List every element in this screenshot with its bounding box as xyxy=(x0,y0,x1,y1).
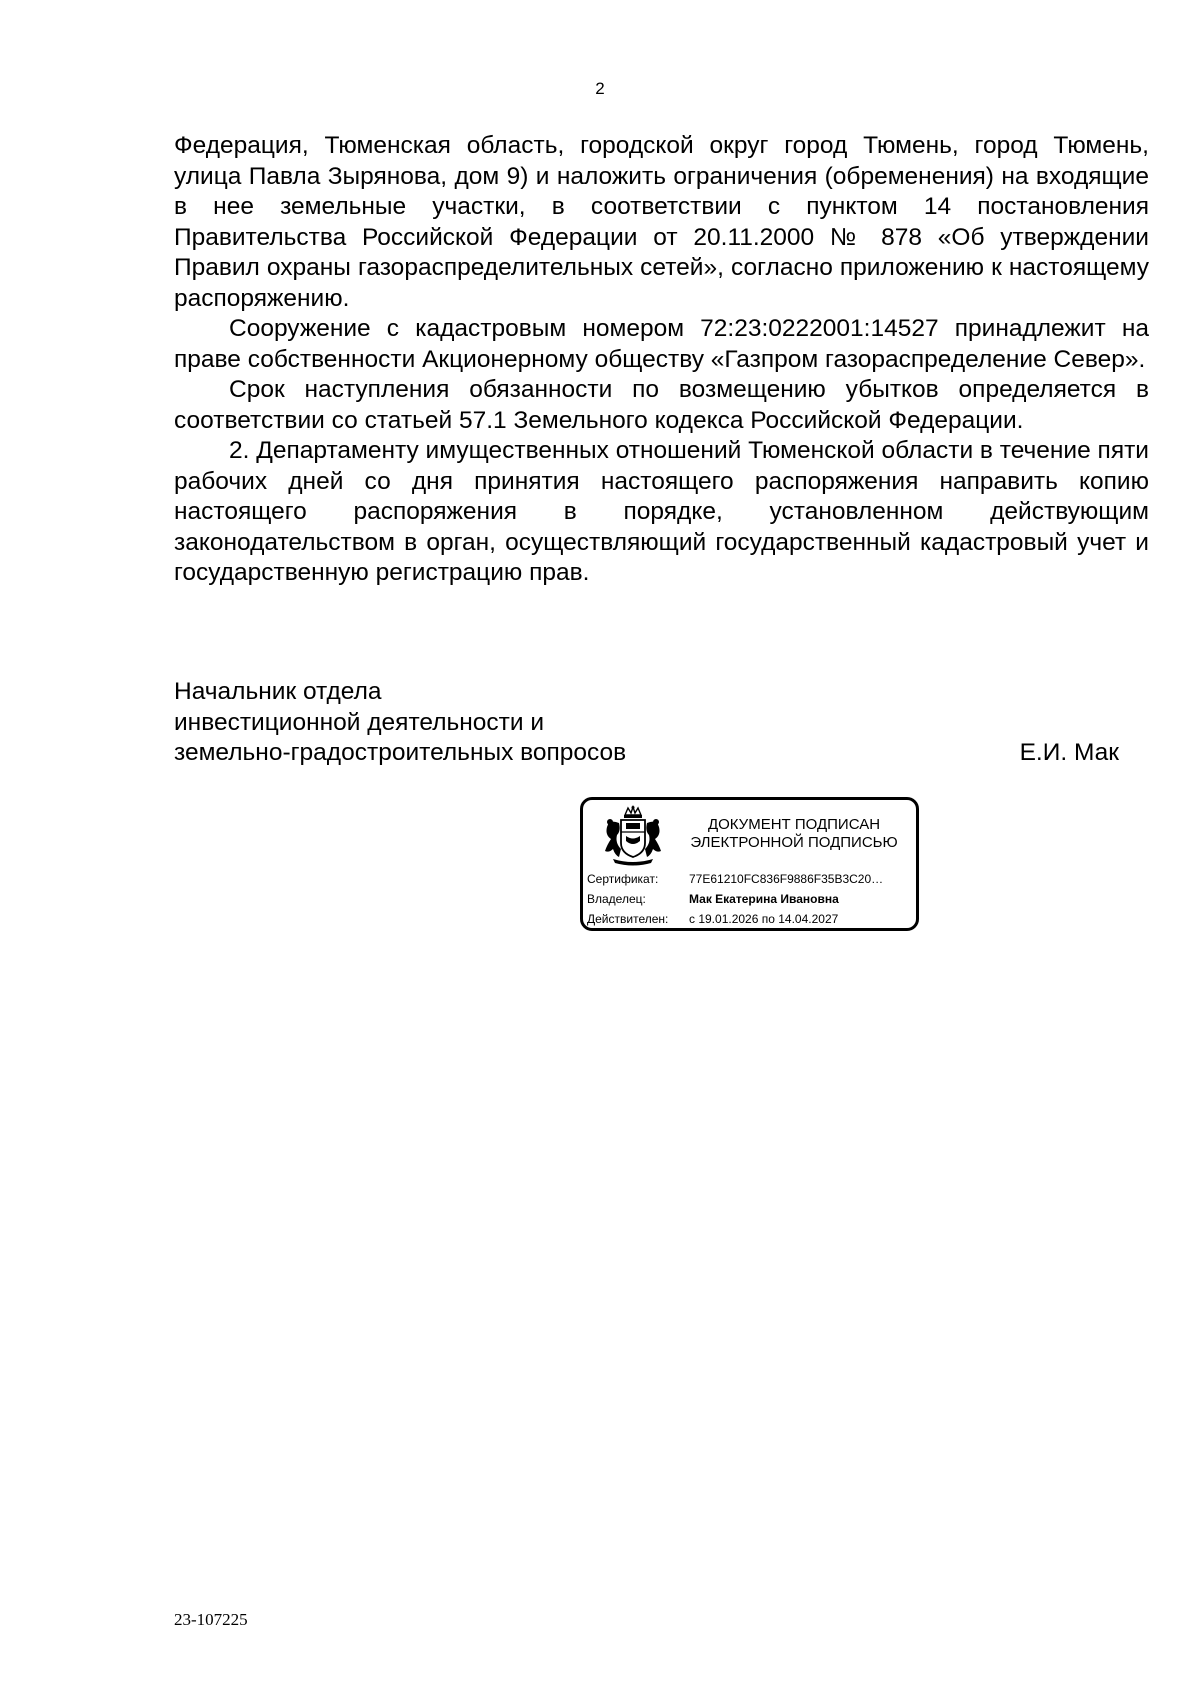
validity-row xyxy=(587,909,912,929)
page-number: 2 xyxy=(595,79,605,98)
owner-label: Владелец: xyxy=(587,892,646,906)
certificate-value: 77E61210FC836F9886F35B3C20… xyxy=(689,872,884,886)
certificate-label: Сертификат: xyxy=(587,872,659,886)
owner-value: Мак Екатерина Ивановна xyxy=(689,892,839,906)
document-body xyxy=(174,131,1149,589)
paragraph-ownership: Сооружение с кадастровым номером 72:23:0222001:14527 принадлежит на праве собственности Акционерному обществу «Газпром газораспределение Север». xyxy=(174,315,1149,373)
signer-position-line-1: Начальник отдела xyxy=(174,678,382,705)
validity-label: Действителен: xyxy=(587,912,669,926)
paragraph-continuation: Федерация, Тюменская область, городской округ город Тюмень, город Тюмень, улица Павла Зырянова, дом 9) и наложить ограничения (обременения) на входящие в нее земельные участки, в соответствии с пунктом 14 постановления Правительства Российской Федерации от 20.11.2000 № 878 «Об утверждении Правил охраны газораспределительных сетей», согласно приложению к настоящему распоряжению. xyxy=(174,132,1149,312)
stamp-title-line-1: ДОКУМЕНТ ПОДПИСАН xyxy=(707,816,881,833)
signer-position-line-2: инвестиционной деятельности и xyxy=(174,708,545,736)
signer-position-line-3: земельно-градостроительных вопросов xyxy=(174,739,627,766)
paragraph-damages-term: Срок наступления обязанности по возмещению убытков определяется в соответствии со статьей 57.1 Земельного кодекса Российской Федерации. xyxy=(174,376,1149,434)
document-registration-number: 23-107225 xyxy=(174,1610,248,1629)
coat-of-arms-icon xyxy=(595,805,671,867)
stamp-title-line-2: ЭЛЕКТРОННОЙ ПОДПИСЬЮ xyxy=(690,834,898,851)
certificate-row xyxy=(587,869,912,889)
stamp-title xyxy=(679,816,909,852)
electronic-signature-stamp xyxy=(580,797,919,931)
validity-value: с 19.01.2026 по 14.04.2027 xyxy=(689,912,839,926)
paragraph-item-2: 2. Департаменту имущественных отношений Тюменской области в течение пяти рабочих дней со дня принятия настоящего распоряжения направить копию настоящего распоряжения в порядке, установленном действующим законодательством в орган, осуществляющий государственный кадастровый учет и государственную регистрацию прав. xyxy=(174,437,1149,586)
signer-name: Е.И. Мак xyxy=(1019,739,1119,766)
signature-block xyxy=(174,677,1149,769)
owner-row xyxy=(587,889,912,909)
stamp-details xyxy=(587,869,912,929)
